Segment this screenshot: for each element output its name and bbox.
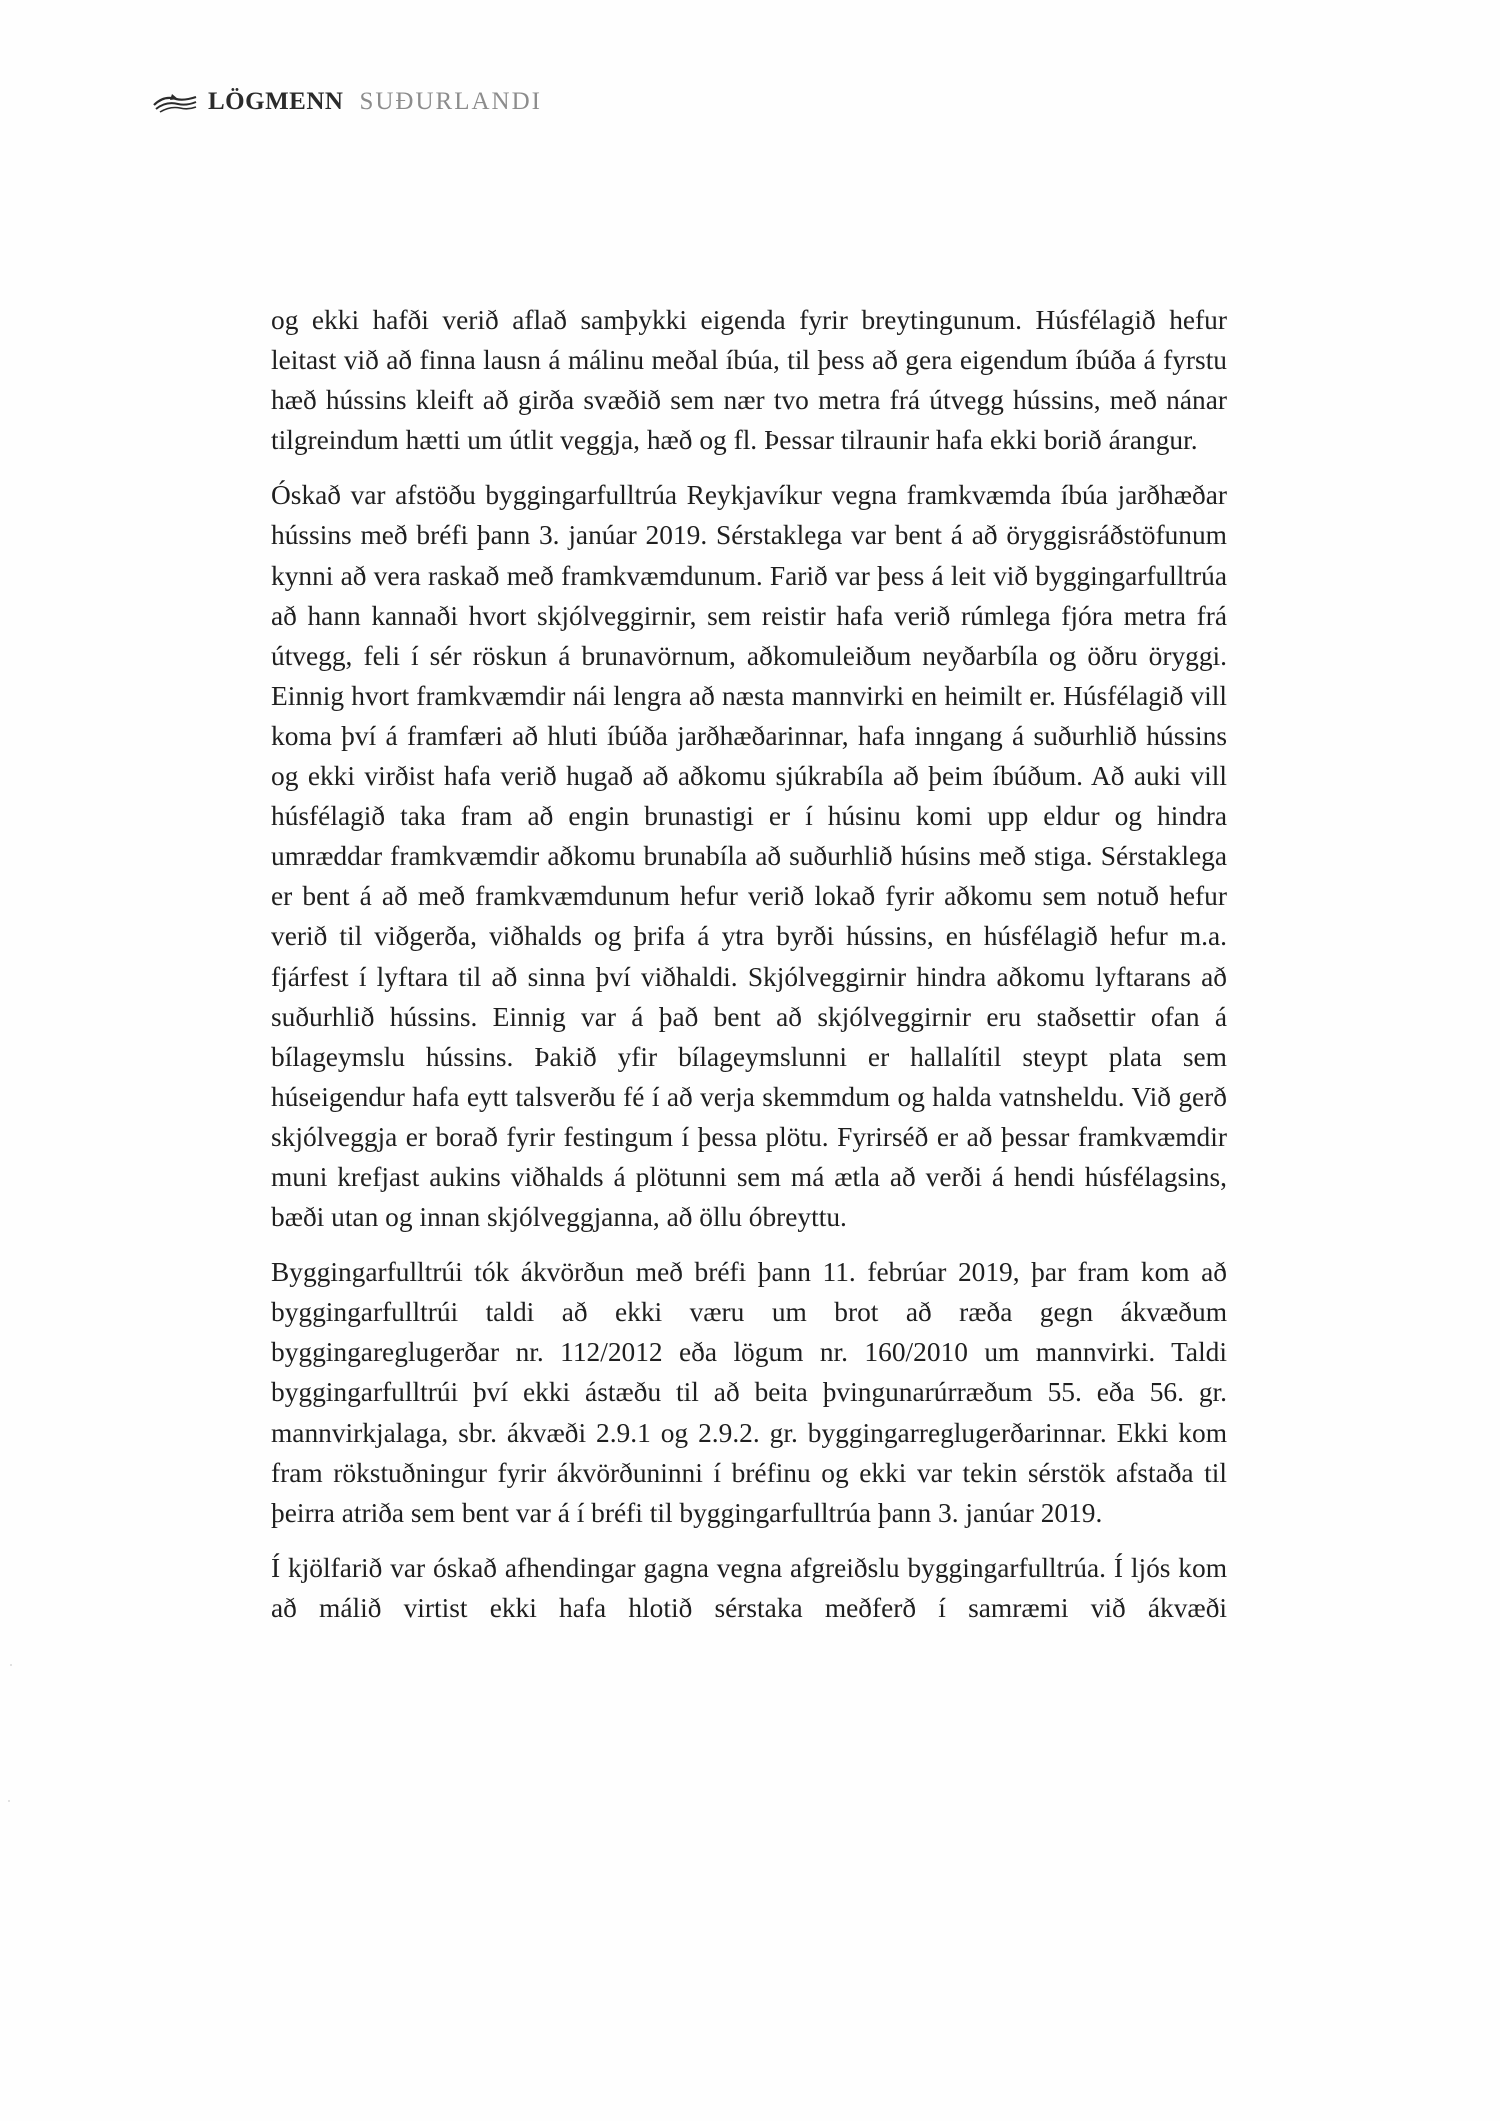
paragraph-4: Í kjölfarið var óskað afhendingar gagna vegna afgreiðslu byggingarfulltrúa. Í ljós kom að málið virtist ekki hafa hlotið sérstaka meðferð í samræmi við ákvæði — [271, 1552, 1227, 1623]
scan-speck — [8, 1800, 10, 1802]
paragraph-1: og ekki hafði verið aflað samþykki eigenda fyrir breytingunum. Húsfélagið hefur leitast við að finna lausn á málinu meðal íbúa, til þess að gera eigendum íbúða á fyrstu hæð hússins kleift að girða svæðið sem nær tvo metra frá útvegg hússins, með nánar tilgreindum hætti um útlit veggja, hæð og fl. Þessar tilraunir hafa ekki borið árangur. — [271, 305, 1227, 456]
paragraph-2: Óskað var afstöðu byggingarfulltrúa Reykjavíkur vegna framkvæmda íbúa jarðhæðar hússins með bréfi þann 3. janúar 2019. Sérstaklega var bent á að öryggisráðstöfunum kynni að vera raskað með framkvæmdunum. Farið var þess á leit við byggingarfulltrúa að hann kannaði hvort skjólveggirnir, sem reistir hafa verið rúmlega fjóra metra frá útvegg, feli í sér röskun á brunavörnum, aðkomuleiðum neyðarbíla og öðru öryggi. Einnig hvort framkvæmdir nái lengra að næsta mannvirki en heimilt er. Húsfélagið vill koma því á framfæri að hluti íbúða jarðhæðarinnar, hafa inngang á suðurhlið hússins og ekki virðist hafa verið hugað að aðkomu sjúkrabíla að þeim íbúðum. Að auki vill húsfélagið taka fram að engin brunastigi er í húsinu komi upp eldur og hindra umræddar framkvæmdir aðkomu brunabíla að suðurhlið húsins með stiga. Sérstaklega er bent á að með framkvæmdunum hefur verið lokað fyrir aðkomu sem notuð hefur verið til viðgerða, viðhalds og þrifa á ytra byrði hússins, en húsfélagið hefur m.a. fjárfest í lyftara til að sinna því viðhaldi. Skjólveggirnir hindra aðkomu lyftarans að suðurhlið hússins. Einnig var á það bent að skjólveggirnir eru staðsettir ofan á bílageymslu hússins. Þakið yfir bílageymslunni er hallalítil steypt plata sem húseigendur hafa eytt talsverðu fé í að verja skemmdum og halda vatnsheldu. Við gerð skjólveggja er borað fyrir festingum í þessa plötu. Fyrirséð er að þessar framkvæmdir muni krefjast aukins viðhalds á plötunni sem má ætla að verði á hendi húsfélagsins, bæði utan og innan skjólveggjanna, að öllu óbreyttu. — [271, 480, 1227, 1233]
paragraph-3: Byggingarfulltrúi tók ákvörðun með bréfi þann 11. febrúar 2019, þar fram kom að byggingarfulltrúi taldi að ekki væru um brot að ræða gegn ákvæðum byggingareglugerðar nr. 112/2012 eða lögum nr. 160/2010 um mannvirki. Taldi byggingarfulltrúi því ekki ástæðu til að beita þvingunarúrræðum 55. eða 56. gr. mannvirkjalaga, sbr. ákvæði 2.9.1 og 2.9.2. gr. byggingarreglugerðarinnar. Ekki kom fram rökstuðningur fyrir ákvörðuninni í bréfinu og ekki var tekin sérstök afstaða til þeirra atriða sem bent var á í bréfi til byggingarfulltrúa þann 3. janúar 2019. — [271, 1257, 1227, 1528]
letter-body — [271, 300, 1227, 1643]
scan-speck — [10, 1664, 12, 1666]
wave-arrow-logo-icon — [152, 91, 198, 113]
letterhead — [152, 88, 542, 116]
firm-name-bold: LÖGMENN — [208, 88, 344, 115]
firm-name-light: SUÐURLANDI — [359, 88, 542, 115]
